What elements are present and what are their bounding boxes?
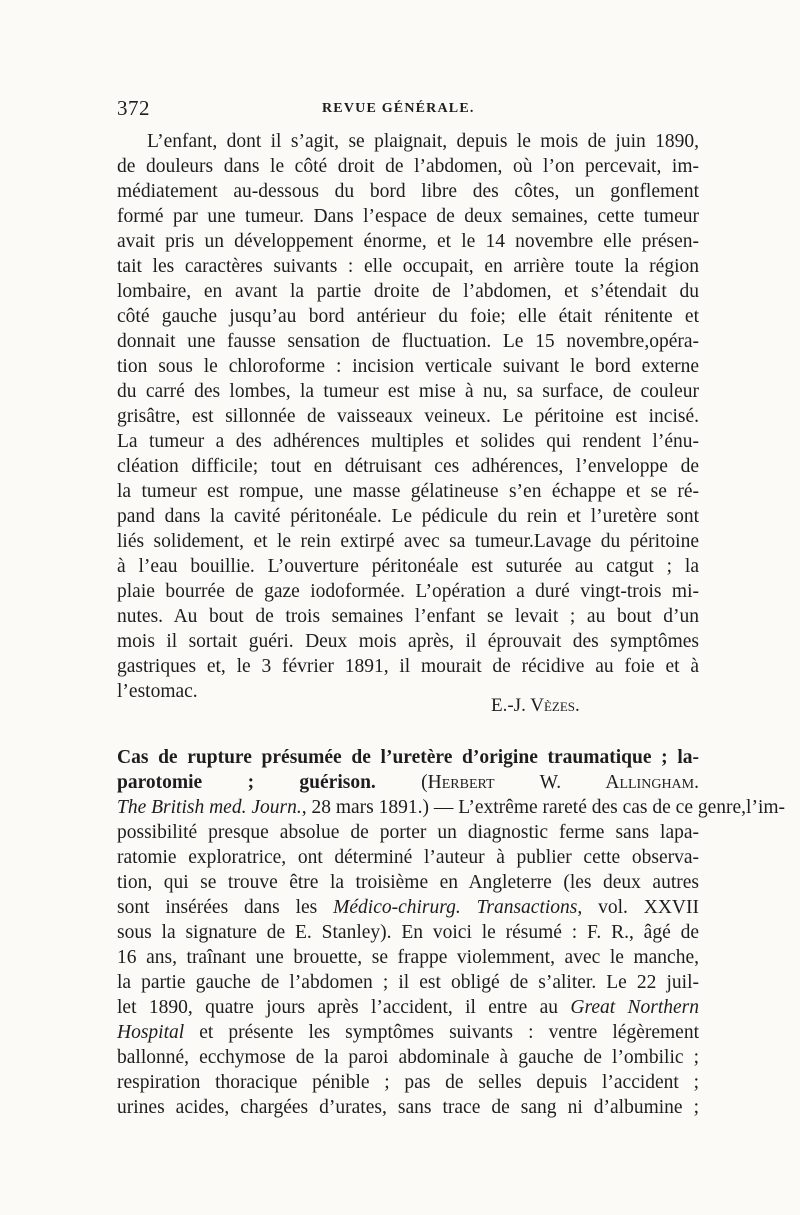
page-header [117,96,699,126]
reference-transactions: Médico-chirurg. Transactions [333,897,578,918]
text-line: la partie gauche de l’abdomen ; il est obligé de s’aliter. Le 22 juil- [117,972,699,993]
article-title: Cas de rupture présumée de l’uretère d’origine traumatique ; la- [117,747,699,768]
text-line: pand dans la cavité péritonéale. Le pédicule du rein et l’uretère sont [117,506,699,527]
text-line: lombaire, en avant la partie droite de l’abdomen, et s’étendait du [117,281,699,302]
text-line: tion, qui se trouve être la troisième en Angleterre (les deux autres [117,872,699,893]
text-line: Hospital et présente les symptômes suivants : ventre légèrement [117,1022,699,1043]
page-number: 372 [117,96,150,120]
text-line: donnait une fausse sensation de fluctuation. Le 15 novembre,opéra- [117,331,699,352]
text-line: 16 ans, traînant une brouette, se frappe violemment, avec le manche, [117,947,699,968]
text-line: plaie bourrée de gaze iodoformée. L’opération a duré vingt-trois mi- [117,581,699,602]
reference-author: Herbert W. Allingham [427,772,695,793]
text-line: la tumeur est rompue, une masse gélatineuse s’en échappe et se ré- [117,481,699,502]
text-line: du carré des lombes, la tumeur est mise à nu, sa surface, de couleur [117,381,699,402]
text-line: tion sous le chloroforme : incision verticale suivant le bord externe [117,356,699,377]
text-line: liés solidement, et le rein extirpé avec sa tumeur.Lavage du péritoine [117,531,699,552]
text-line: côté gauche jusqu’au bord antérieur du foie; elle était rénitente et [117,306,699,327]
article-title-cont: parotomie ; guérison. [117,772,376,793]
text-line: urines acides, chargées d’urates, sans trace de sang ni d’albumine ; [117,1097,699,1118]
text-line: sous la signature de E. Stanley). En voici le résumé : F. R., âgé de [117,922,699,943]
text-line: gastriques et, le 3 février 1891, il mourait de récidive au foie et à [117,656,699,677]
text-line: ballonné, ecchymose de la paroi abdominale à gauche de l’ombilic ; [117,1047,699,1068]
text-line: sont insérées dans les Médico-chirurg. Transactions, vol. XXVII [117,897,699,918]
text-line: tait les caractères suivants : elle occupait, en arrière toute la région [117,256,699,277]
text-line: l’estomac. [117,681,198,702]
text-line: respiration thoracique pénible ; pas de selles depuis l’accident ; [117,1072,699,1093]
hospital-name-cont: Hospital [117,1022,185,1043]
author-signature: E.-J. Vèzes. [491,695,580,716]
text-line: possibilité presque absolue de porter un diagnostic ferme sans lapa- [117,822,699,843]
text-line: de douleurs dans le côté droit de l’abdomen, où l’on percevait, im- [117,156,699,177]
text-line: The British med. Journ., 28 mars 1891.) — L’extrême rareté des cas de ce genre,l’im- [117,797,786,818]
hospital-name: Great Northern [570,997,700,1018]
text-line [117,745,699,770]
text-line: grisâtre, est sillonnée de vaisseaux veineux. Le péritoine est incisé. [117,406,699,427]
text-line: cléation difficile; tout en détruisant ces adhérences, l’enveloppe de [117,456,699,477]
text-line: L’enfant, dont il s’agit, se plaignait, depuis le mois de juin 1890, [147,131,699,152]
text-line: La tumeur a des adhérences multiples et solides qui rendent l’énu- [117,431,699,452]
text-line: formé par une tumeur. Dans l’espace de deux semaines, cette tumeur [117,206,699,227]
text-line: let 1890, quatre jours après l’accident, il entre au Great Northern [117,997,700,1018]
running-title: REVUE GÉNÉRALE. [322,101,475,116]
text-line: médiatement au-dessous du bord libre des côtes, un gonflement [117,181,699,202]
text-line: ratomie exploratrice, ont déterminé l’auteur à publier cette observa- [117,847,699,868]
text-line: nutes. Au bout de trois semaines l’enfant se levait ; au bout d’un [117,606,699,627]
text-line: avait pris un développement énorme, et le 14 novembre elle présen- [117,231,699,252]
reference-journal: The British med. Journ. [117,797,302,818]
text-line: mois il sortait guéri. Deux mois après, il éprouvait des symptômes [117,631,699,652]
text-line: à l’eau bouillie. L’ouverture péritonéale est suturée au catgut ; la [117,556,699,577]
text-line: parotomie ; guérison. (Herbert W. Allingham. [117,772,699,793]
